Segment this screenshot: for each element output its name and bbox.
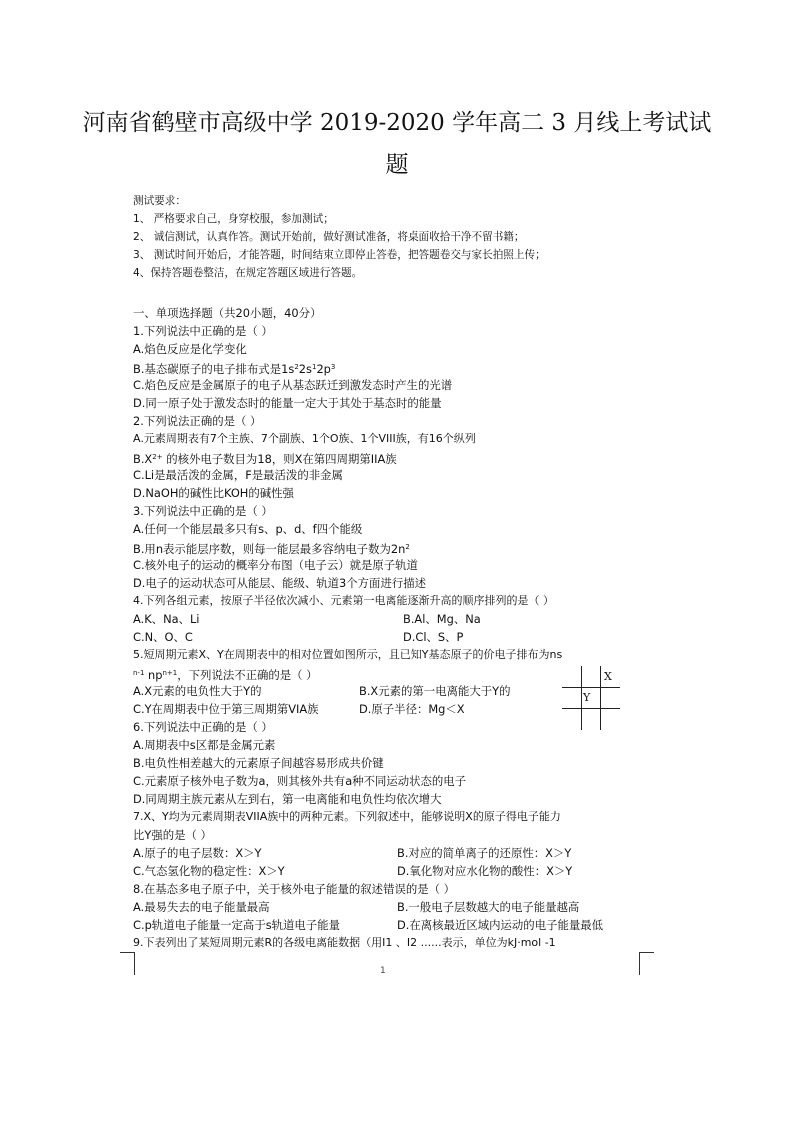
q7-options-row-1	[133, 844, 673, 862]
document-title-line2: 题	[385, 152, 409, 178]
q6-option-a: A.周期表中s区都是金属元素	[133, 738, 276, 752]
q7-option-d: D.氧化物对应水化物的酸性：X＞Y	[397, 864, 573, 878]
q8-option-d: D.在离核最近区域内运动的电子能量最低	[397, 918, 604, 932]
table-cell-x: X	[604, 670, 612, 683]
requirement-item-4: 4、保持答题卷整洁，在规定答题区域进行答题。	[133, 267, 363, 279]
q4-option-a: A.K、Na、Li	[133, 612, 200, 626]
q7-stem-line2: 比Y强的是（ ）	[133, 828, 212, 842]
q2-option-a: A.元素周期表有7个主族、7个副族、1个O族、1个VIII族，有16个纵列	[133, 432, 476, 445]
q1-option-d: D.同一原子处于激发态时的能量一定大于其处于基态时的能量	[133, 396, 442, 410]
q3-option-b: B.用n表示能层序数，则每一能层最多容纳电子数为$2n^2$	[133, 542, 410, 556]
q7-stem-line1: 7.X、Y均为元素周期表VIIA族中的两种元素。下列叙述中，能够说明X的原子得电子能力	[133, 810, 561, 823]
q8-options-row-2	[133, 916, 673, 934]
q1-option-a: A.焰色反应是化学变化	[133, 342, 247, 356]
q8-options-row-1	[133, 898, 673, 916]
q1-stem: 1.下列说法中正确的是（ ）	[133, 324, 273, 338]
q2-option-b: $B.X^{2+}$ 的核外电子数目为18，则X在第四周期第IIA族	[133, 452, 397, 466]
q6-option-b: B.电负性相差越大的元素原子间越容易形成共价键	[133, 756, 384, 770]
document-title-line1: 河南省鹤壁市高级中学 2019-2020 学年高二 3 月线上考试试	[82, 110, 712, 136]
requirement-item-3: 3、 测试时间开始后，才能答题，时间结束立即停止答卷，把答题卷交与家长拍照上传；	[133, 249, 546, 261]
q4-option-b: B.Al、Mg、Na	[403, 612, 481, 626]
q3-option-c: C.核外电子的运动的概率分布图（电子云）就是原子轨道	[133, 558, 418, 572]
q2-option-c: C.Li是最活泼的金属，F是最活泼的非金属	[133, 468, 343, 482]
q4-stem: 4.下列各组元素，按原子半径依次减小、元素第一电离能逐渐升高的顺序排列的是（ ）	[133, 594, 554, 607]
q7-option-b: B.对应的简单离子的还原性：X＞Y	[397, 846, 572, 860]
requirements-heading: 测试要求：	[133, 195, 186, 207]
q3-option-d: D.电子的运动状态可从能层、能级、轨道3个方面进行描述	[133, 576, 427, 590]
q5-stem-line2: $^{n-1}$ $np^{n+1}$，下列说法不正确的是（ ）	[133, 668, 318, 682]
q6-stem: 6.下列说法中正确的是（ ）	[133, 720, 273, 734]
q4-option-c: C.N、O、C	[133, 630, 193, 644]
q5-position-table	[562, 666, 620, 730]
q8-option-c: C.p轨道电子能量一定高于s轨道电子能量	[133, 918, 340, 932]
document-body	[133, 192, 673, 952]
q1-option-c: C.焰色反应是金属原子的电子从基态跃迁到激发态时产生的光谱	[133, 378, 453, 392]
q8-option-a: A.最易失去的电子能量最高	[133, 900, 270, 914]
q9-stem: 9.下表列出了某短周期元素R的各级电离能数据（用I1 、I2 ......表示，单位为kJ·mol -1	[133, 936, 556, 949]
q3-option-a: A.任何一个能层最多只有s、p、d、f四个能级	[133, 522, 363, 536]
requirement-item-1: 1、 严格要求自己，身穿校服，参加测试；	[133, 213, 334, 225]
q5-option-a: A.X元素的电负性大于Y的	[133, 684, 262, 698]
q4-options-row-2	[133, 628, 673, 646]
q2-stem: 2.下列说法正确的是（ ）	[133, 414, 262, 428]
q4-options-row-1	[133, 610, 673, 628]
q3-stem: 3.下列说法中正确的是（ ）	[133, 504, 273, 518]
q8-option-b: B.一般电子层数越大的电子能量越高	[397, 900, 580, 914]
q7-option-a: A.原子的电子层数：X＞Y	[133, 846, 262, 860]
q8-stem: 8.在基态多电子原子中，关于核外电子能量的叙述错误的是（ ）	[133, 882, 456, 896]
table-cell-y: Y	[583, 691, 591, 704]
q6-option-c: C.元素原子核外电子数为a，则其核外共有a种不同运动状态的电子	[133, 774, 467, 788]
q7-option-c: C.气态氢化物的稳定性：X＞Y	[133, 864, 285, 878]
page-number: 1	[380, 966, 386, 976]
q4-option-d: D.Cl、S、P	[403, 630, 464, 644]
requirement-item-2: 2、 诚信测试，认真作答。测试开始前，做好测试准备，将桌面收拾干净不留书籍；	[133, 231, 525, 243]
q2-option-d: D.NaOH的碱性比KOH的碱性强	[133, 486, 294, 500]
section-heading: 一、单项选择题（共20小题，40分）	[133, 306, 322, 320]
q1-option-b: B.基态碳原子的电子排布式是$1s^22s^12p^3$	[133, 362, 336, 376]
q5-option-d: D.原子半径：Mg＜X	[359, 702, 465, 716]
q7-options-row-2	[133, 862, 673, 880]
q5-option-c: C.Y在周期表中位于第三周期第VIA族	[133, 702, 319, 716]
page-corner-mark-left	[120, 952, 135, 975]
q6-option-d: D.同周期主族元素从左到右，第一电离能和电负性均依次增大	[133, 792, 442, 806]
q5-option-b: B.X元素的第一电离能大于Y的	[359, 684, 511, 698]
q5-stem-line1: 5.短周期元素X、Y在周期表中的相对位置如图所示，且已知Y基态原子的价电子排布为ns	[133, 648, 563, 661]
page-corner-mark-right	[639, 952, 654, 975]
